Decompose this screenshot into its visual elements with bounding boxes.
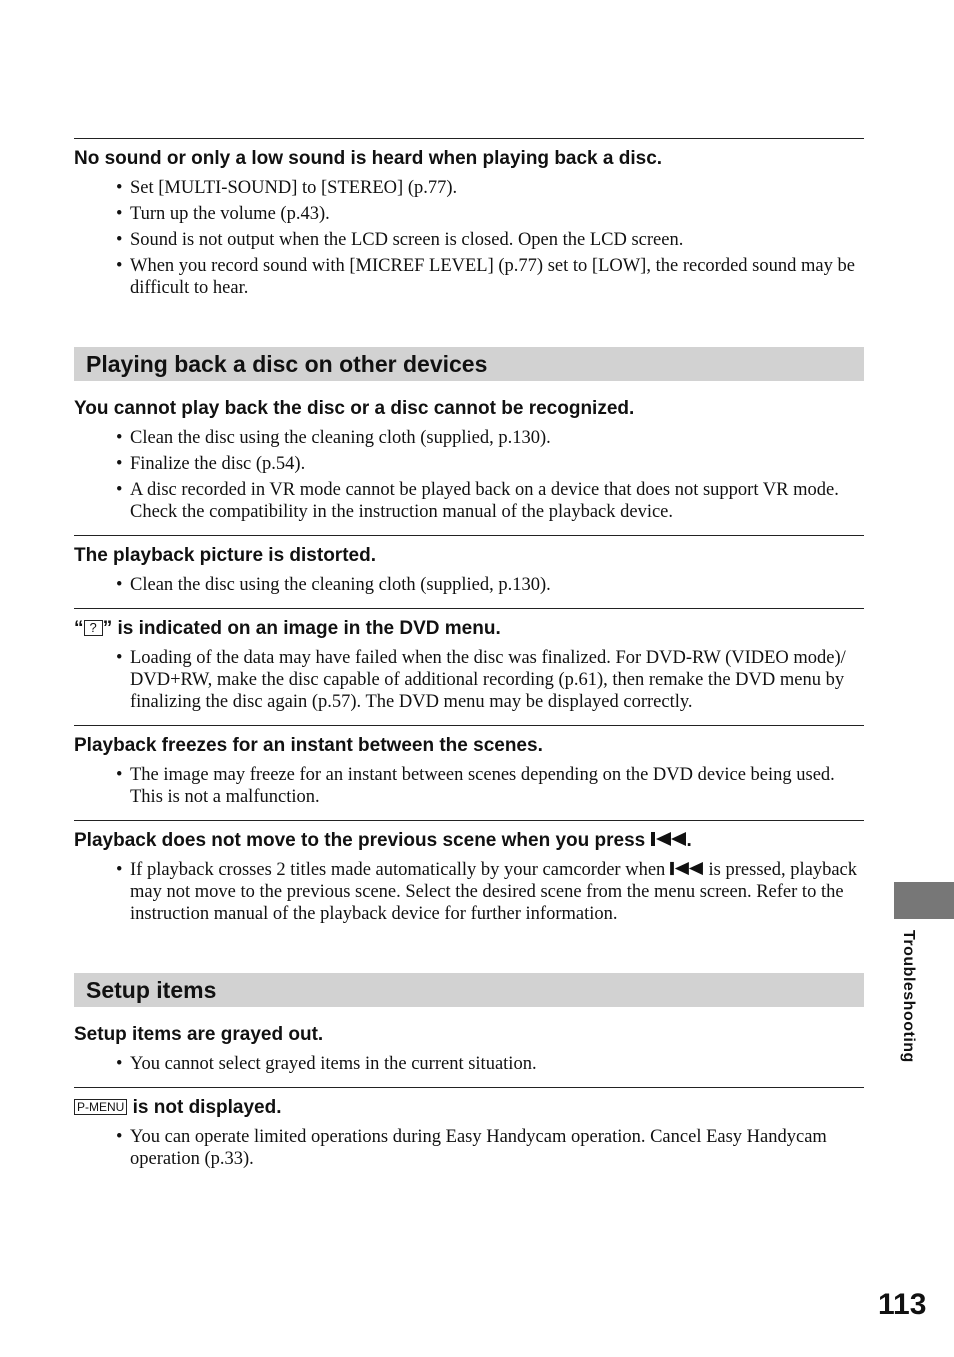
issue-title: No sound or only a low sound is heard when playing back a disc. <box>74 148 663 169</box>
list-item: • The image may freeze for an instant between scenes depending on the DVD device being used. This is not a malfunction. <box>130 764 864 808</box>
issue-distorted <box>74 544 864 608</box>
issue-grayed-out <box>74 1023 864 1087</box>
open-quote: “ <box>74 618 84 639</box>
list-item: • You can operate limited operations during Easy Handycam operation. Cancel Easy Handycam operation (p.33). <box>130 1126 864 1170</box>
list-item: • Set [MULTI-SOUND] to [STEREO] (p.77). <box>130 177 864 199</box>
issue-title: The playback picture is distorted. <box>74 545 376 566</box>
issue-cannot-play <box>74 397 864 535</box>
list-item: • Sound is not output when the LCD screen is closed. Open the LCD screen. <box>130 229 864 251</box>
bullet-list <box>74 859 864 925</box>
p-menu-icon: P-MENU <box>74 1099 127 1115</box>
issue-title <box>74 1096 864 1120</box>
divider <box>74 1087 864 1088</box>
issue-previous-scene <box>74 829 864 937</box>
bullet-list <box>74 647 864 713</box>
divider <box>74 725 864 726</box>
bullet-list <box>74 177 864 299</box>
divider <box>74 820 864 821</box>
list-item-text: If playback crosses 2 titles made automatically by your camcorder when <box>130 860 666 880</box>
page-number: 113 <box>878 1288 927 1321</box>
bullet-list <box>74 574 864 596</box>
list-item-text: is pressed, playback may not move to the previous scene. Select the desired scene from the menu screen. Refer to the instruction manual of the playback device for further information. <box>130 860 858 924</box>
issue-title: Playback freezes for an instant between the scenes. <box>74 735 543 756</box>
list-item: • Loading of the data may have failed when the disc was finalized. For DVD-RW (VIDEO mode)/ DVD+RW, make the disc capable of additional recording (p.61), then remake the DVD menu by finalizing the disc again (p.57). The DVD menu may be displayed correctly. <box>130 647 864 713</box>
bullet-list <box>74 764 864 808</box>
divider <box>74 138 864 139</box>
issue-title: Setup items are grayed out. <box>74 1024 324 1045</box>
issue-dvd-menu-icon <box>74 617 864 725</box>
list-item: • Clean the disc using the cleaning cloth (supplied, p.130). <box>130 427 864 449</box>
divider <box>74 608 864 609</box>
issue-pmenu <box>74 1096 864 1182</box>
issue-freezes <box>74 734 864 820</box>
issue-title <box>74 617 864 641</box>
list-item: • A disc recorded in VR mode cannot be played back on a device that does not support VR mode. Check the compatibility in the instruction manual of the playback device. <box>130 479 864 523</box>
bullet-list <box>74 427 864 523</box>
bullet-list <box>74 1053 864 1075</box>
issue-title: You cannot play back the disc or a disc cannot be recognized. <box>74 398 635 419</box>
side-tab <box>894 882 954 919</box>
question-mark-icon: ? <box>84 620 103 636</box>
list-item: • Clean the disc using the cleaning cloth (supplied, p.130). <box>130 574 864 596</box>
issue-title-text: Playback does not move to the previous scene when you press <box>74 830 646 851</box>
list-item: • You cannot select grayed items in the current situation. <box>130 1053 864 1075</box>
bullet-list <box>74 1126 864 1170</box>
previous-icon <box>651 831 687 847</box>
period: . <box>686 830 692 851</box>
divider <box>74 535 864 536</box>
section-header-other-devices: Playing back a disc on other devices <box>74 347 864 381</box>
issue-title-text: is not displayed. <box>132 1097 282 1118</box>
issue-title-text: ” is indicated on an image in the DVD menu. <box>102 618 501 639</box>
section-header-setup: Setup items <box>74 973 864 1007</box>
list-item: • Turn up the volume (p.43). <box>130 203 864 225</box>
list-item: • When you record sound with [MICREF LEVEL] (p.77) set to [LOW], the recorded sound may be difficult to hear. <box>130 255 864 299</box>
list-item: • Finalize the disc (p.54). <box>130 453 864 475</box>
list-item <box>130 859 864 925</box>
issue-title <box>74 829 864 853</box>
issue-no-sound <box>74 147 864 311</box>
page-content <box>74 138 864 1182</box>
side-label: Troubleshooting <box>900 930 917 1063</box>
previous-icon <box>670 861 704 876</box>
